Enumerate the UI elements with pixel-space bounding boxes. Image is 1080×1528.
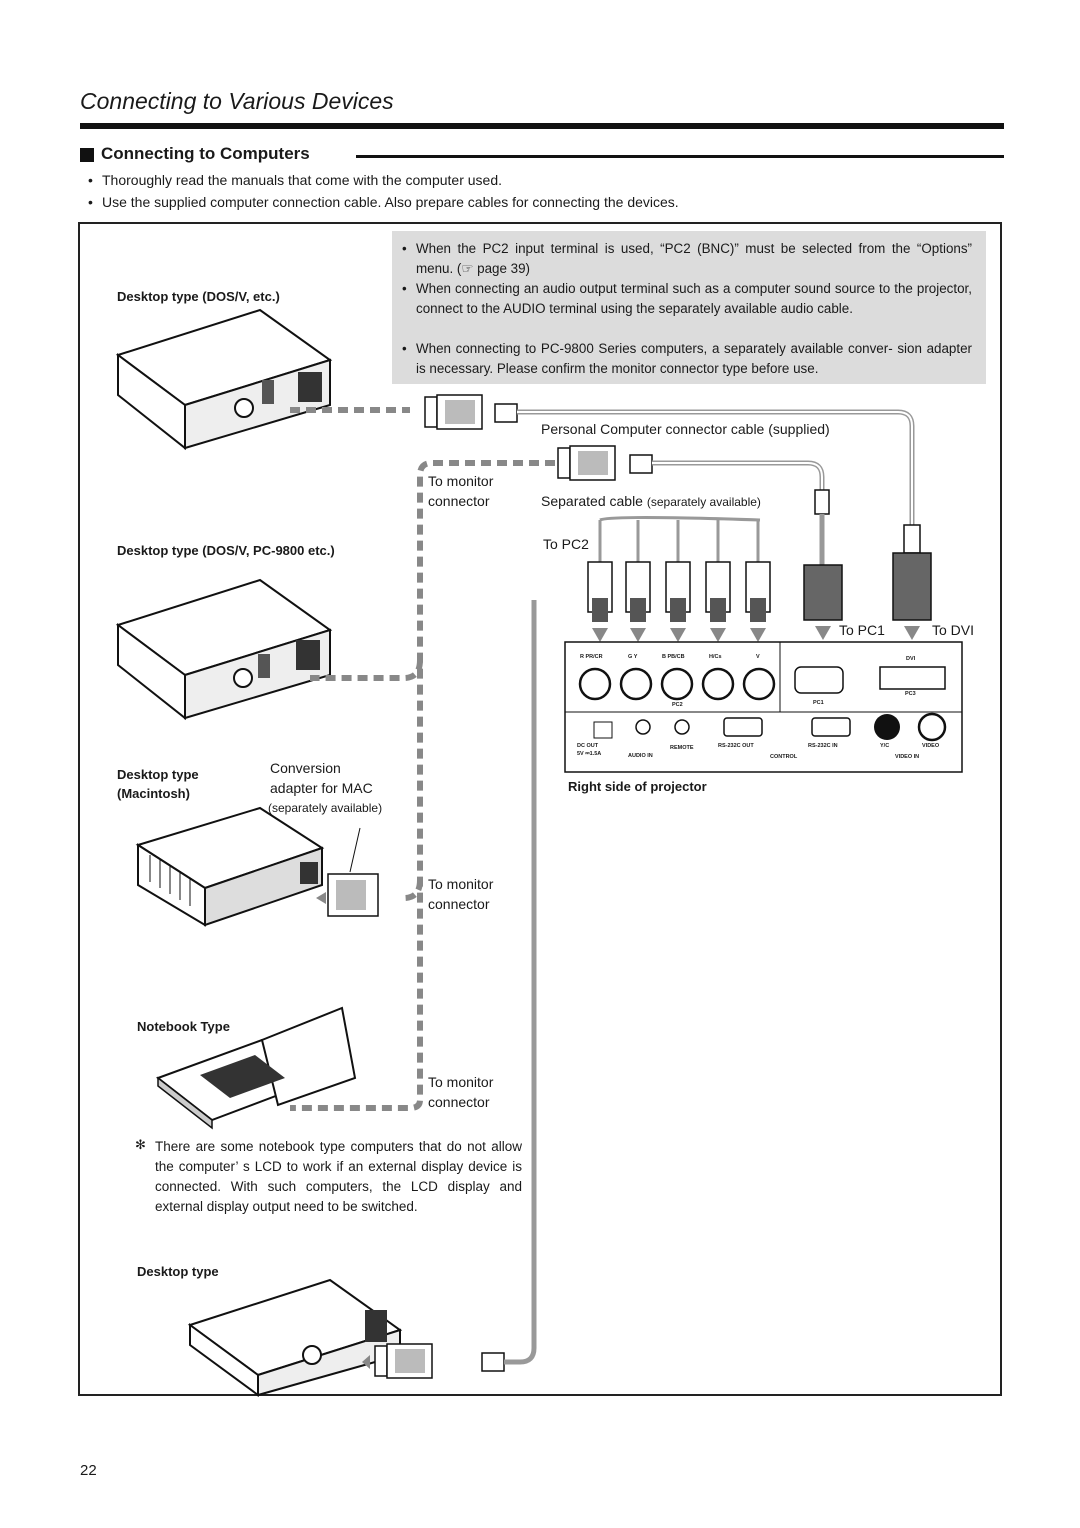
pc-cable-label: Personal Computer connector cable (supplied) <box>541 421 830 437</box>
conversion-label-line1: Conversion <box>270 760 341 776</box>
note-1: • When the PC2 input terminal is used, “PC2 (BNC)” must be selected from the “Options” menu. (☞ page 39) <box>416 239 972 279</box>
desktop-dos-label: Desktop type (DOS/V, etc.) <box>117 289 280 304</box>
desktop-computer-icon <box>190 1280 400 1395</box>
to-monitor-label: To monitor <box>428 1074 494 1090</box>
desktop-pc9800-label: Desktop type (DOS/V, PC-9800 etc.) <box>117 543 335 558</box>
desktop-computer-icon <box>118 310 330 448</box>
panel-audio-in-label: AUDIO IN <box>628 753 653 759</box>
page-header-title: Connecting to Various Devices <box>80 88 394 114</box>
to-pc1-label: To PC1 <box>839 622 885 638</box>
dashed-connection-lines <box>290 410 555 1108</box>
panel-remote-label: REMOTE <box>670 745 694 751</box>
conversion-label-line2: adapter for MAC <box>270 780 373 796</box>
desktop-computer-icon <box>118 580 330 718</box>
panel-dc-out-label: DC OUT <box>577 743 599 749</box>
mac-adapter-icon <box>316 828 378 916</box>
mac-computer-icon <box>138 808 322 925</box>
panel-pc1-label: PC1 <box>813 700 824 706</box>
panel-dc-spec-label: 5V ⎓1.5A <box>577 751 602 757</box>
panel-video-label: VIDEO <box>922 743 940 749</box>
separately-available-label: (separately available) <box>268 801 383 815</box>
panel-video-in-label: VIDEO IN <box>895 754 920 760</box>
right-side-label: Right side of projector <box>568 779 707 794</box>
projector-panel <box>565 642 962 772</box>
note-2: • When connecting an audio output terminal such as a computer sound source to the projector, connect to the AUDIO terminal using the separately available audio cable. <box>416 279 972 319</box>
to-dvi-label: To DVI <box>932 622 975 638</box>
panel-pc3-label: PC3 <box>905 691 916 697</box>
desktop-generic-label: Desktop type <box>137 1264 219 1279</box>
notebook-label: Notebook Type <box>137 1019 230 1034</box>
page-number: 22 <box>80 1462 97 1479</box>
panel-pc2-label: PC2 <box>672 702 683 708</box>
to-pc2-label: To PC2 <box>543 536 589 552</box>
panel-v-label: V <box>756 654 760 660</box>
desktop-mac-label-line1: Desktop type <box>117 767 199 782</box>
pc-cable-icon <box>425 395 920 553</box>
panel-yc-label: Y/C <box>880 743 890 749</box>
to-monitor-label: To monitor <box>428 876 494 892</box>
panel-h-label: H/Cs <box>709 654 722 660</box>
section-title: Connecting to Computers <box>101 144 310 163</box>
panel-dvi-label: DVI <box>906 656 916 662</box>
panel-b-label: B PB/CB <box>662 654 685 660</box>
connector-label: connector <box>428 896 490 912</box>
panel-control-label: CONTROL <box>770 754 798 760</box>
bnc-plugs-icon <box>588 553 931 622</box>
connector-label: connector <box>428 493 490 509</box>
note-3: • When connecting to PC-9800 Series computers, a separately available conver- sion adapter is necessary. Please confirm the monitor connector type before use. <box>416 339 972 379</box>
footnote-text: There are some notebook type computers that do not allow the computer’ s LCD to work if an external display device is connected. With such computers, the LCD display and external display output need to be switched. <box>155 1139 522 1214</box>
intro-bullet-1: • Thoroughly read the manuals that come with the computer used. <box>102 172 502 188</box>
separated-cable-label: Separated cable (separately available) <box>541 493 761 509</box>
desktop-mac-label-line2: (Macintosh) <box>117 786 190 801</box>
connector-label: connector <box>428 1094 490 1110</box>
panel-rs232c-in-label: RS-232C IN <box>808 743 838 749</box>
panel-r-label: R PR/CR <box>580 654 603 660</box>
panel-g-label: G Y <box>628 654 638 660</box>
intro-bullet-2: • Use the supplied computer connection cable. Also prepare cables for connecting the devices. <box>102 194 679 210</box>
pc-cable-icon <box>362 600 534 1378</box>
footnote-mark: ✻ <box>135 1137 146 1152</box>
to-monitor-label: To monitor <box>428 473 494 489</box>
panel-rs232c-out-label: RS-232C OUT <box>718 743 754 749</box>
